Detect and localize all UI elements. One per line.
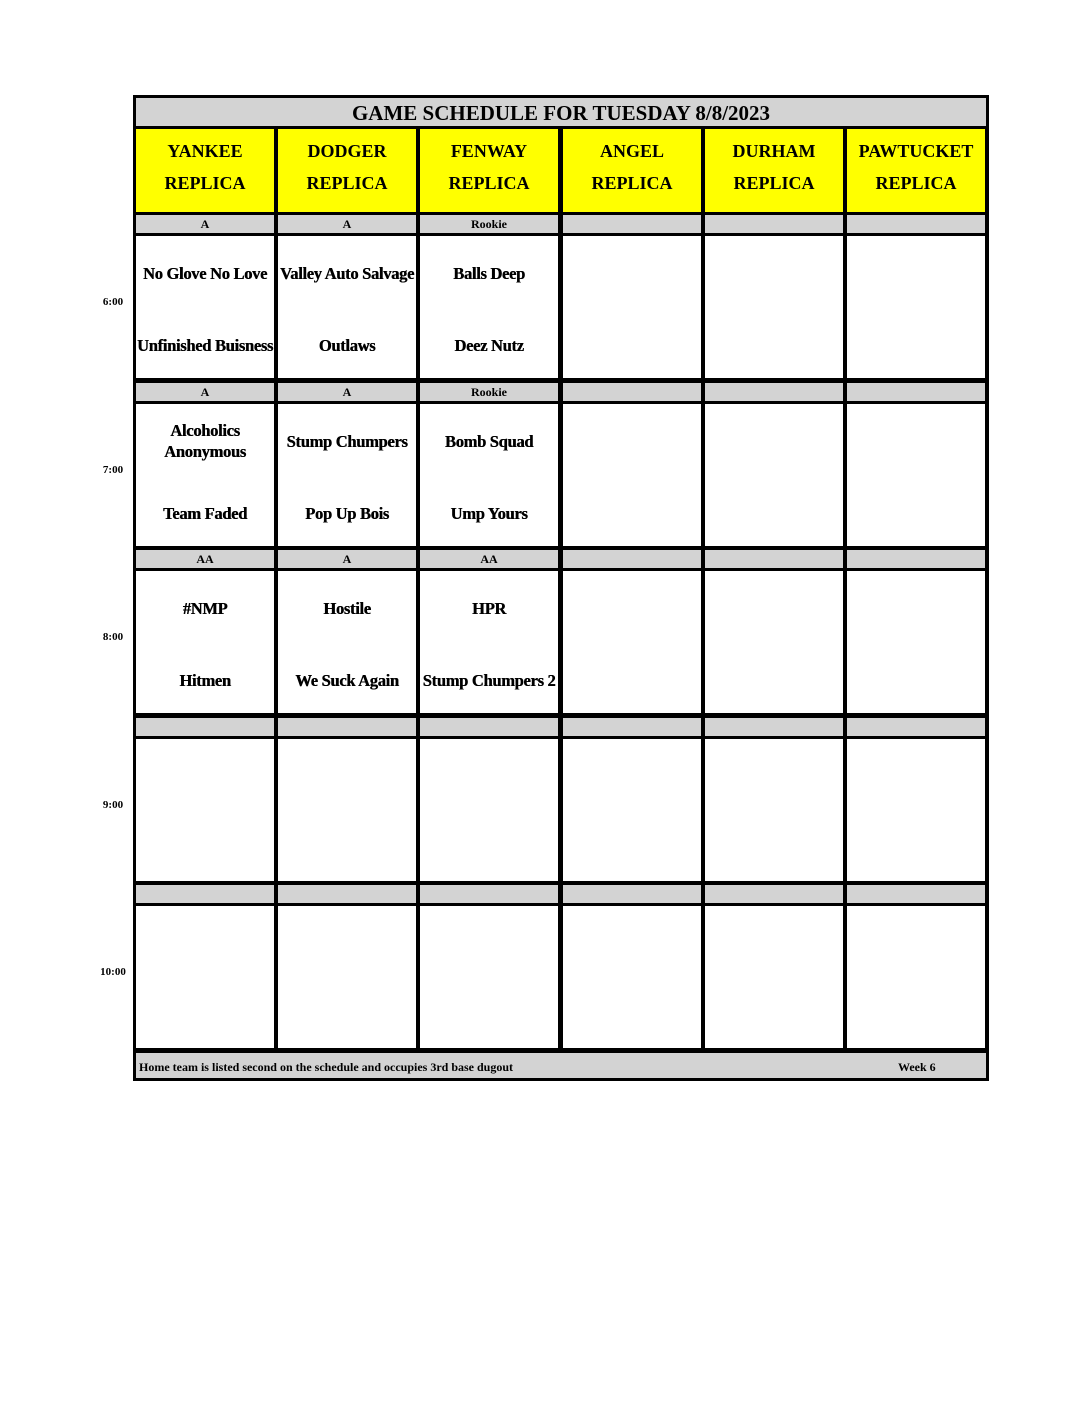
away-team: HPR: [472, 598, 506, 618]
home-team: Stump Chumpers 2: [422, 670, 556, 690]
home-team: Unfinished Buisness: [137, 335, 273, 355]
division-cell: [705, 550, 843, 568]
field-header-pawtucket: [847, 129, 985, 212]
home-team: Pop Up Bois: [305, 503, 389, 523]
game-cell: [278, 739, 416, 881]
home-team: Hitmen: [179, 670, 231, 690]
division-cell: [705, 718, 843, 736]
away-team: [705, 918, 843, 968]
home-team: [705, 320, 843, 370]
game-cell: [847, 739, 985, 881]
field-name: ANGEL: [599, 141, 664, 161]
division-cell: [705, 885, 843, 903]
time-label: 8:00: [102, 631, 124, 643]
away-team: Valley Auto Salvage: [280, 263, 414, 283]
week-label: Week 6: [898, 1060, 936, 1074]
home-team: [847, 655, 985, 705]
away-team: [563, 751, 701, 801]
away-team: Bomb Squad: [444, 431, 534, 451]
away-team: [563, 583, 701, 633]
division-cell: A: [136, 383, 274, 401]
away-team: [563, 918, 701, 968]
home-team: [136, 990, 274, 1040]
away-team: [847, 248, 985, 298]
game-cell: [136, 739, 274, 881]
away-team: [136, 918, 274, 968]
game-cell: [420, 739, 558, 881]
schedule-title: GAME SCHEDULE FOR TUESDAY 8/8/2023: [136, 98, 986, 126]
field-sub: REPLICA: [591, 173, 673, 193]
game-cell: [847, 404, 985, 546]
game-cell: [847, 236, 985, 378]
home-team: [847, 823, 985, 873]
away-team: No Glove No Love: [143, 263, 267, 283]
division-cell: [847, 215, 985, 233]
division-cell: [420, 718, 558, 736]
home-team: [705, 823, 843, 873]
field-sub: REPLICA: [875, 173, 957, 193]
division-cell: [847, 550, 985, 568]
division-cell: [563, 885, 701, 903]
game-cell: [563, 906, 701, 1048]
away-team: [136, 751, 274, 801]
home-team: [136, 823, 274, 873]
field-header-yankee: [136, 129, 274, 212]
away-team: [563, 248, 701, 298]
home-team: Outlaws: [318, 335, 376, 355]
division-cell: [563, 215, 701, 233]
field-name: PAWTUCKET: [858, 141, 974, 161]
home-team: [847, 488, 985, 538]
game-cell: [563, 236, 701, 378]
division-cell: A: [278, 550, 416, 568]
field-header-angel: [563, 129, 701, 212]
away-team: Hostile: [323, 598, 371, 618]
away-team: [847, 751, 985, 801]
home-team: [563, 320, 701, 370]
field-name: DODGER: [307, 141, 387, 161]
time-label: 6:00: [102, 296, 124, 308]
division-cell: [705, 215, 843, 233]
game-cell: [563, 571, 701, 713]
game-cell: [847, 571, 985, 713]
home-team: [705, 655, 843, 705]
division-cell: [136, 885, 274, 903]
away-team: Alcoholics Anonymous: [164, 421, 246, 461]
home-team: [847, 320, 985, 370]
division-cell: A: [278, 383, 416, 401]
home-team: [563, 823, 701, 873]
time-label: 9:00: [102, 799, 124, 811]
away-team: [705, 416, 843, 466]
home-team-note: Home team is listed second on the schedule and occupies 3rd base dugout: [139, 1060, 514, 1074]
division-cell: [278, 885, 416, 903]
game-cell: [278, 571, 416, 713]
game-cell: [278, 404, 416, 546]
division-cell: A: [278, 215, 416, 233]
home-team: We Suck Again: [295, 670, 399, 690]
game-cell: [136, 236, 274, 378]
footer: [136, 1053, 986, 1078]
home-team: [705, 488, 843, 538]
division-cell: [420, 885, 558, 903]
division-cell: [847, 718, 985, 736]
game-cell: [136, 404, 274, 546]
game-cell: [705, 906, 843, 1048]
game-cell: [136, 906, 274, 1048]
time-label: 7:00: [102, 464, 124, 476]
away-team: [420, 751, 558, 801]
game-cell: [278, 236, 416, 378]
division-cell: [563, 550, 701, 568]
away-team: [278, 918, 416, 968]
game-cell: [705, 404, 843, 546]
division-cell: Rookie: [420, 383, 558, 401]
game-cell: [705, 571, 843, 713]
division-cell: [563, 718, 701, 736]
game-cell: [420, 404, 558, 546]
game-cell: [847, 906, 985, 1048]
away-team: [705, 583, 843, 633]
division-cell: AA: [420, 550, 558, 568]
division-cell: [705, 383, 843, 401]
game-cell: [563, 404, 701, 546]
away-team: [705, 751, 843, 801]
game-cell: [705, 739, 843, 881]
home-team: [420, 823, 558, 873]
field-header-fenway: [420, 129, 558, 212]
home-team: Deez Nutz: [454, 335, 524, 355]
schedule-sheet: [133, 95, 989, 1081]
away-team: Stump Chumpers: [286, 431, 408, 451]
game-cell: [705, 236, 843, 378]
division-cell: Rookie: [420, 215, 558, 233]
field-name: YANKEE: [167, 141, 243, 161]
field-sub: REPLICA: [306, 173, 388, 193]
division-cell: [278, 718, 416, 736]
game-cell: [136, 571, 274, 713]
division-cell: [136, 718, 274, 736]
away-team: [563, 416, 701, 466]
away-team: [847, 416, 985, 466]
division-cell: [563, 383, 701, 401]
away-team: #NMP: [182, 598, 228, 618]
field-header-durham: [705, 129, 843, 212]
game-cell: [278, 906, 416, 1048]
home-team: Team Faded: [163, 503, 247, 523]
division-cell: AA: [136, 550, 274, 568]
division-cell: [847, 383, 985, 401]
game-cell: [420, 906, 558, 1048]
home-team: [705, 990, 843, 1040]
division-cell: A: [136, 215, 274, 233]
away-team: [420, 918, 558, 968]
field-name: DURHAM: [732, 141, 816, 161]
home-team: [420, 990, 558, 1040]
time-label: 10:00: [100, 966, 126, 978]
home-team: [563, 990, 701, 1040]
away-team: [847, 583, 985, 633]
home-team: [563, 655, 701, 705]
home-team: Ump Yours: [450, 503, 528, 523]
home-team: [847, 990, 985, 1040]
field-sub: REPLICA: [733, 173, 815, 193]
home-team: [278, 990, 416, 1040]
field-sub: REPLICA: [448, 173, 530, 193]
away-team: [278, 751, 416, 801]
field-sub: REPLICA: [164, 173, 246, 193]
game-cell: [563, 739, 701, 881]
home-team: [278, 823, 416, 873]
game-cell: [420, 236, 558, 378]
away-team: Balls Deep: [453, 263, 525, 283]
away-team: [847, 918, 985, 968]
division-cell: [847, 885, 985, 903]
away-team: [705, 248, 843, 298]
field-header-dodger: [278, 129, 416, 212]
field-name: FENWAY: [450, 141, 528, 161]
home-team: [563, 488, 701, 538]
game-cell: [420, 571, 558, 713]
